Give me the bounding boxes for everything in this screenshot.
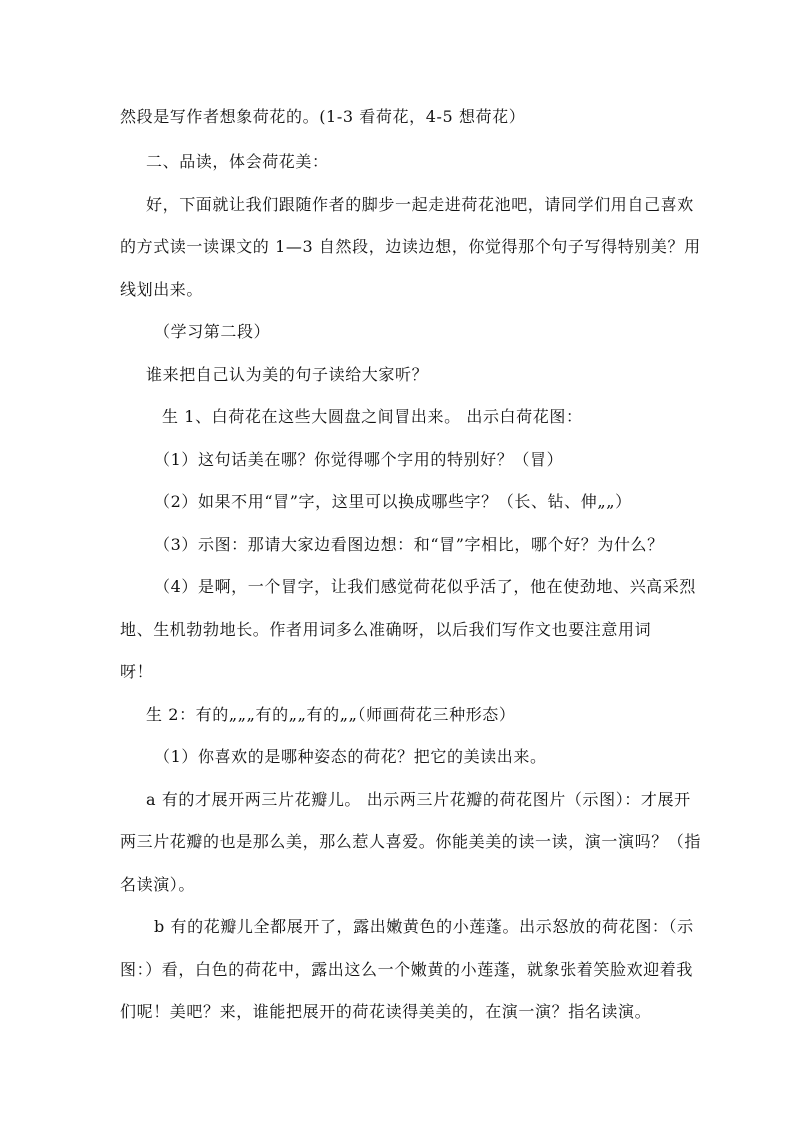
text-line: （2）如果不用“冒”字，这里可以换成哪些字？（长、钻、伸„„）: [154, 492, 632, 511]
text-line: 生 2：有的„„„有的„„有的„„（师画荷花三种形态）: [146, 705, 516, 724]
text-line: 名读演）。: [120, 875, 196, 894]
text-line: 呀！: [120, 662, 154, 681]
text-line: （3）示图：那请大家边看图边想：和“冒”字相比，哪个好？为什么？: [154, 535, 664, 554]
text-line: 两三片花瓣的也是那么美，那么惹人喜爱。你能美美的读一读，演一演吗？（指: [120, 832, 702, 851]
text-line: a 有的才展开两三片花瓣儿。 出示两三片花瓣的荷花图片（示图）：才展开: [146, 790, 691, 809]
text-line: （4）是啊，一个冒字，让我们感觉荷花似乎活了，他在使劲地、兴高采烈: [154, 577, 696, 596]
text-line: 线划出来。: [120, 280, 204, 299]
text-line: 们呢！美吧？来，谁能把展开的荷花读得美美的，在演一演？指名读演。: [120, 1002, 652, 1021]
text-line: （1）这句话美在哪？你觉得哪个字用的特别好？（冒）: [154, 450, 564, 469]
text-line: 生 1、白荷花在这些大圆盘之间冒出来。 出示白荷花图：: [162, 407, 583, 426]
text-line: 图：）看，白色的荷花中，露出这么一个嫩黄的小莲蓬，就象张着笑脸欢迎着我: [120, 960, 694, 979]
text-line: （学习第二段）: [154, 322, 271, 341]
text-line: 然段是写作者想象荷花的。(1-3 看荷花，4-5 想荷花）: [120, 107, 526, 126]
text-line: 谁来把自己认为美的句子读给大家听？: [146, 365, 429, 384]
text-line: 地、生机勃勃地长。作者用词多么准确呀，以后我们写作文也要注意用词: [120, 620, 652, 639]
text-line: 好，下面就让我们跟随作者的脚步一起走进荷花池吧，请同学们用自己喜欢: [146, 195, 694, 214]
text-line: b 有的花瓣儿全都展开了，露出嫩黄色的小莲蓬。出示怒放的荷花图：（示: [154, 917, 694, 936]
section-heading: 二、品读，体会荷花美：: [146, 152, 329, 171]
text-line: 的方式读一读课文的 1—3 自然段，边读边想，你觉得那个句子写得特别美？用: [120, 237, 701, 256]
text-line: （1）你喜欢的是哪种姿态的荷花？把它的美读出来。: [154, 747, 547, 766]
